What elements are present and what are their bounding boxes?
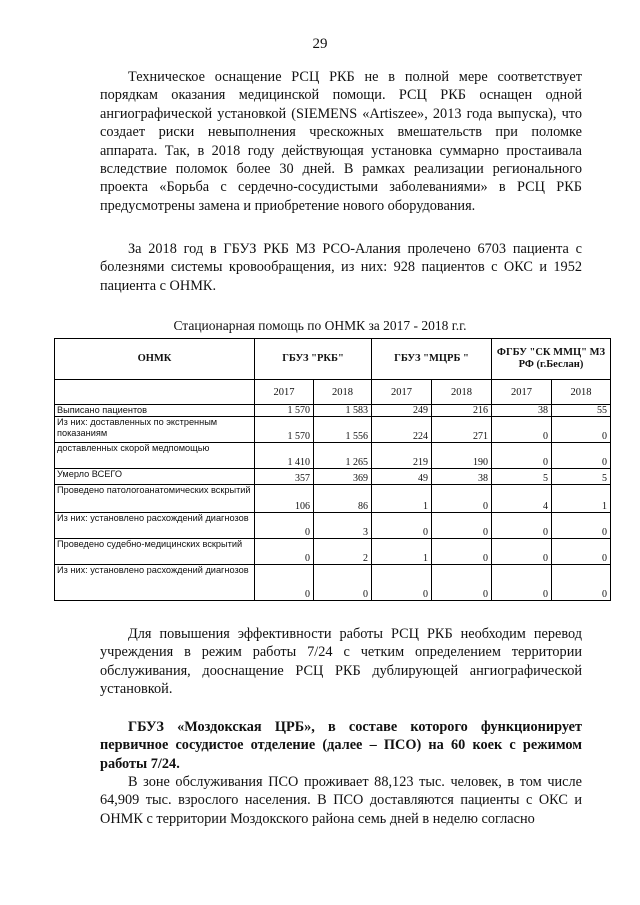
table-row [55,443,611,469]
paragraph-equipment: Техническое оснащение РСЦ РКБ не в полной мере соответствует порядкам оказания медицинской помощи. РСЦ РКБ оснащен одной ангиографической установкой (SIEMENS «Artiszee», 2013 года выпуска), что создает риски невыполнения чрескожных вмешательств при поломке аппарата. Так, в 2018 году действующая установка суммарно простаивала вследствие поломок более 30 дней. В рамках реализации регионального проекта «Борьба с сердечно-сосудистыми заболеваниями» в РСЦ РКБ предусмотрены замена и приобретение нового оборудования. [100,69,582,214]
cell-value: 0 [492,539,552,565]
cell-value: 38 [492,405,552,417]
cell-value: 5 [552,469,611,485]
cell-value: 357 [255,469,314,485]
table-row [55,539,611,565]
row-label: Проведено патологоанатомических вскрытий [55,485,255,513]
year-header-blank [55,380,255,405]
row-label: Из них: установлено расхождений диагнозов [55,513,255,539]
cell-value: 0 [372,513,432,539]
row-label: Умерло ВСЕГО [55,469,255,485]
group-header-skmmc: ФГБУ "СК ММЦ" МЗ РФ (г.Беслан) [492,339,611,380]
row-label: Из них: доставленных по экстренным показаниям [55,417,255,443]
table-row [55,469,611,485]
cell-value: 1 265 [314,443,372,469]
cell-value: 0 [432,565,492,601]
cell-value: 1 556 [314,417,372,443]
cell-value: 369 [314,469,372,485]
row-label: Выписано пациентов [55,405,255,417]
table-row [55,405,611,417]
cell-value: 1 583 [314,405,372,417]
cell-value: 216 [432,405,492,417]
cell-value: 0 [255,539,314,565]
cell-value: 1 [552,485,611,513]
group-header-mcrb: ГБУЗ "МЦРБ " [372,339,492,380]
cell-value: 0 [432,513,492,539]
table-body [55,405,611,601]
cell-value: 0 [552,539,611,565]
cell-value: 271 [432,417,492,443]
cell-value: 38 [432,469,492,485]
cell-value: 3 [314,513,372,539]
cell-value: 190 [432,443,492,469]
cell-value: 4 [492,485,552,513]
year-header: 2017 [492,380,552,405]
cell-value: 0 [372,565,432,601]
paragraph-pso-zone: В зоне обслуживания ПСО проживает 88,123 тыс. человек, в том числе 64,909 тыс. взрослого населения. В ПСО доставляются пациенты с ОКС и ОНМК с территории Моздокского района семь дней в неделю согласно [100,774,582,827]
year-header: 2017 [255,380,314,405]
row-label: доставленных скорой медпомощью [55,443,255,469]
group-header-rkb: ГБУЗ "РКБ" [255,339,372,380]
cell-value: 86 [314,485,372,513]
table-row [55,513,611,539]
year-header: 2018 [314,380,372,405]
cell-value: 1 570 [255,405,314,417]
cell-value: 1 570 [255,417,314,443]
year-header: 2018 [432,380,492,405]
cell-value: 0 [492,565,552,601]
table-row [55,417,611,443]
paragraph-recommendation: Для повышения эффективности работы РСЦ РКБ необходим перевод учреждения в режим работы 7/24 с четким определением территории обслуживания, дооснащение РСЦ РКБ дублирующей ангиографической установкой. [100,626,582,698]
cell-value: 55 [552,405,611,417]
table-row [55,565,611,601]
paragraph-treated-2018: За 2018 год в ГБУЗ РКБ МЗ РСО-Алания пролечено 6703 пациента с болезнями системы кровообращения, из них: 928 пациентов с ОКС и 1952 пациента с ОНМК. [100,241,582,294]
table-row [55,485,611,513]
row-label: Из них: установлено расхождений диагнозов [55,565,255,601]
cell-value: 49 [372,469,432,485]
cell-value: 0 [552,513,611,539]
cell-value: 0 [432,539,492,565]
year-header: 2018 [552,380,611,405]
cell-value: 1 [372,539,432,565]
cell-value: 0 [552,417,611,443]
cell-value: 106 [255,485,314,513]
cell-value: 0 [492,443,552,469]
year-header: 2017 [372,380,432,405]
cell-value: 0 [552,565,611,601]
col-header-onmk: ОНМК [55,339,255,380]
paragraph-mozdok-heading: ГБУЗ «Моздокская ЦРБ», в составе которого функционирует первичное сосудистое отделение (далее – ПСО) на 60 коек с режимом работы 7/24. [100,719,582,772]
cell-value: 249 [372,405,432,417]
cell-value: 219 [372,443,432,469]
onmk-table [54,338,611,601]
cell-value: 224 [372,417,432,443]
cell-value: 0 [492,417,552,443]
cell-value: 0 [314,565,372,601]
cell-value: 0 [552,443,611,469]
row-label: Проведено судебно-медицинских вскрытий [55,539,255,565]
page-number: 29 [312,36,328,52]
table-caption: Стационарная помощь по ОНМК за 2017 - 2018 г.г. [173,318,467,333]
cell-value: 1 410 [255,443,314,469]
cell-value: 5 [492,469,552,485]
cell-value: 0 [492,513,552,539]
cell-value: 0 [255,513,314,539]
cell-value: 1 [372,485,432,513]
cell-value: 0 [432,485,492,513]
cell-value: 0 [255,565,314,601]
cell-value: 2 [314,539,372,565]
